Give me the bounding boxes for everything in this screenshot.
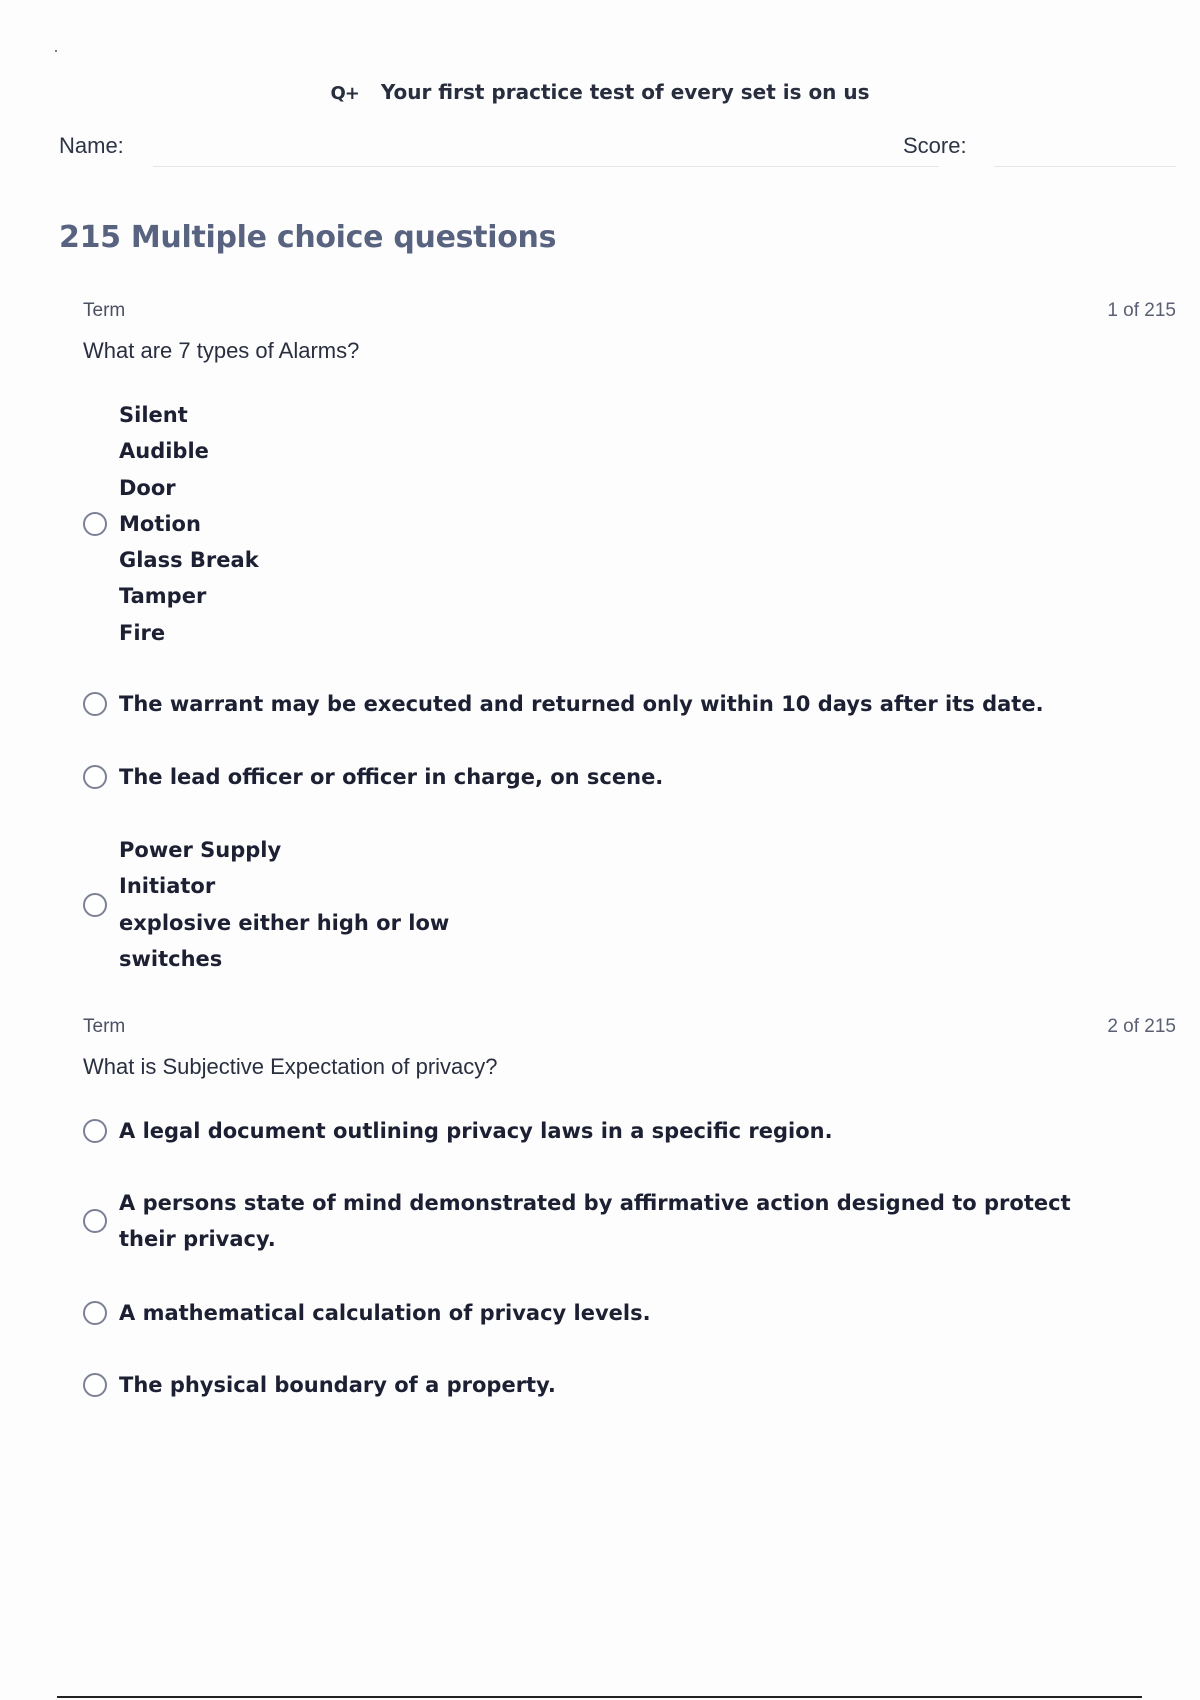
radio-button[interactable] (83, 1119, 107, 1143)
promo-text: Your first practice test of every set is on us (380, 80, 870, 104)
name-label: Name: (59, 133, 124, 158)
score-label: Score: (903, 133, 967, 158)
option-text (119, 397, 259, 651)
term-label: Term (83, 300, 126, 321)
option-line: Glass Break (119, 548, 259, 573)
answer-option[interactable] (83, 1295, 1103, 1331)
score-field[interactable] (994, 166, 1176, 167)
radio-button[interactable] (83, 1301, 107, 1325)
option-text: The lead officer or officer in charge, on scene. (119, 765, 664, 789)
promo-banner (0, 80, 1200, 104)
name-score-row (59, 133, 1176, 169)
radio-button[interactable] (83, 512, 107, 536)
radio-button[interactable] (83, 692, 107, 716)
question-counter: 1 of 215 (1107, 300, 1176, 321)
option-text: A persons state of mind demonstrated by affirmative action designed to protect their privacy. (119, 1191, 1071, 1251)
answer-option[interactable] (83, 759, 1103, 795)
option-line: Initiator (119, 874, 216, 899)
radio-button[interactable] (83, 1209, 107, 1233)
radio-button[interactable] (83, 1373, 107, 1397)
quizlet-plus-icon: Q+ (330, 83, 359, 104)
footer-divider (57, 1696, 1142, 1698)
answer-option[interactable] (83, 1185, 1103, 1257)
option-text (119, 832, 449, 977)
section-title: 215 Multiple choice questions (59, 220, 557, 255)
stray-dot (55, 50, 57, 52)
question-counter: 2 of 215 (1107, 1016, 1176, 1037)
option-line: Silent (119, 403, 188, 427)
question-header (83, 300, 1176, 326)
option-line: switches (119, 946, 223, 971)
answer-option[interactable] (83, 686, 1103, 722)
option-text: A legal document outlining privacy laws in a specific region. (119, 1119, 833, 1143)
option-text: A mathematical calculation of privacy levels. (119, 1301, 651, 1325)
option-line: Audible (119, 439, 209, 464)
question-header (83, 1016, 1176, 1042)
option-line: Tamper (119, 584, 207, 609)
question-2 (83, 1016, 1176, 1080)
option-line: Power Supply (119, 838, 282, 862)
option-line: Door (119, 475, 176, 500)
answer-option[interactable] (83, 397, 1103, 651)
answer-option[interactable] (83, 1367, 1103, 1403)
option-text: The warrant may be executed and returned only within 10 days after its date. (119, 692, 1044, 716)
question-text: What are 7 types of Alarms? (83, 338, 360, 363)
option-text: The physical boundary of a property. (119, 1373, 556, 1397)
option-line: explosive either high or low (119, 910, 450, 935)
term-label: Term (83, 1016, 126, 1037)
option-line: Motion (119, 511, 201, 536)
radio-button[interactable] (83, 765, 107, 789)
question-1 (83, 300, 1176, 364)
answer-option[interactable] (83, 1113, 1103, 1149)
radio-button[interactable] (83, 893, 107, 917)
option-line: Fire (119, 620, 166, 645)
question-text: What is Subjective Expectation of privacy? (83, 1054, 498, 1079)
answer-option[interactable] (83, 832, 1103, 977)
name-field[interactable] (153, 166, 939, 167)
